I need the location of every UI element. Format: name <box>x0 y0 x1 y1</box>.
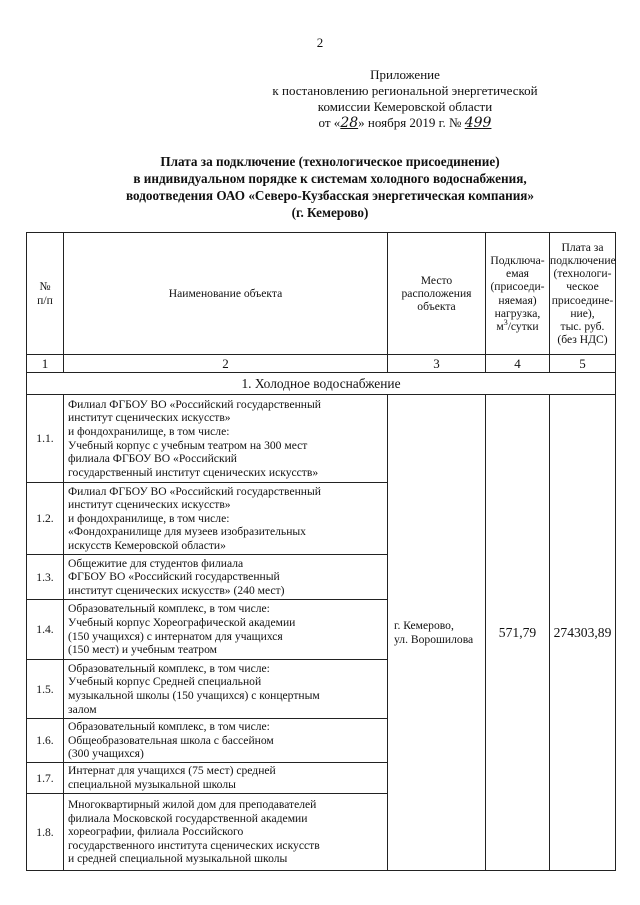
object-name-line: филиала Московской государственной академии <box>68 811 308 825</box>
object-name-line: «Фондохранилище для музеев изобразительных <box>68 525 306 539</box>
object-name-line: Образовательный комплекс, в том числе: <box>68 661 270 675</box>
row-number: 1.2. <box>27 483 64 555</box>
object-name <box>64 395 388 483</box>
title-line-1: Плата за подключение (технологическое присоединение) <box>160 154 500 169</box>
unit-per-day: /сутки <box>507 319 539 333</box>
resolution-number: 499 <box>464 115 492 131</box>
object-name-line: филиала ФГБОУ ВО «Российский <box>68 452 237 466</box>
row-number: 1.1. <box>27 395 64 483</box>
tariff-table <box>26 232 616 871</box>
header-fee-line: подключение <box>550 253 616 267</box>
object-name-line: Учебный корпус с учебным театром на 300 мест <box>68 438 308 452</box>
header-load-line: нагрузка, <box>494 306 541 320</box>
title-line-2: в индивидуальном порядке к системам холодного водоснабжения, <box>133 171 527 186</box>
object-name-line: Многоквартирный жилой дом для преподавателей <box>68 798 317 812</box>
column-index: 2 <box>64 355 388 373</box>
header-location-line: Место <box>420 273 453 287</box>
header-fee-line: ние), <box>570 306 595 320</box>
section-title: 1. Холодное водоснабжение <box>27 373 616 395</box>
column-index: 1 <box>27 355 64 373</box>
unit-exponent: 3 <box>503 318 508 328</box>
object-name-line: институт сценических искусств» <box>68 411 231 425</box>
object-location-line: г. Кемерово, <box>394 618 454 632</box>
header-load-line: Подключа- <box>490 253 545 267</box>
row-number: 1.3. <box>27 555 64 600</box>
object-name-line: институт сценических искусств» <box>68 498 231 512</box>
header-fee-line: присоедине- <box>551 293 614 307</box>
object-name-line: ФГБОУ ВО «Российский государственный <box>68 570 280 584</box>
connection-fee-value: 274303,89 <box>550 395 616 871</box>
object-name-line: Филиал ФГБОУ ВО «Российский государственный <box>68 484 322 498</box>
header-name: Наименование объекта <box>64 233 388 355</box>
object-name-line: Образовательный комплекс, в том числе: <box>68 720 270 734</box>
object-name-line: Образовательный комплекс, в том числе: <box>68 602 270 616</box>
object-name <box>64 600 388 660</box>
header-num <box>27 233 64 355</box>
object-name-line: искусств Кемеровской области» <box>68 538 226 552</box>
table-row <box>27 395 616 483</box>
header-num-line: п/п <box>37 293 53 307</box>
object-name-line: Учебный корпус Средней специальной <box>68 675 262 689</box>
object-name-line: и фондохранилище, в том числе: <box>68 424 230 438</box>
row-number: 1.8. <box>27 794 64 871</box>
header-load-line: (присоеди- <box>490 280 545 294</box>
row-number: 1.6. <box>27 719 64 763</box>
object-name <box>64 660 388 719</box>
object-name-line: Интернат для учащихся (75 мест) средней <box>68 764 276 778</box>
column-index: 5 <box>550 355 616 373</box>
header-load-line: емая <box>506 267 529 281</box>
date-middle: » ноября 2019 г. № <box>358 115 465 130</box>
object-name-line: государственного института сценических искусств <box>68 838 320 852</box>
object-name-line: Общеобразовательная школа с бассейном <box>68 733 274 747</box>
column-index: 3 <box>388 355 486 373</box>
column-index: 4 <box>486 355 550 373</box>
object-name-line: Филиал ФГБОУ ВО «Российский государственный <box>68 397 322 411</box>
object-name-line: и средней специальной музыкальной школы <box>68 852 288 866</box>
appendix-header <box>240 67 570 131</box>
object-name <box>64 719 388 763</box>
object-name <box>64 555 388 600</box>
header-location-line: объекта <box>417 300 456 314</box>
appendix-line-3: комиссии Кемеровской области <box>317 99 493 114</box>
header-load-unit <box>486 320 549 333</box>
title-line-3: водоотведения ОАО «Северо-Кузбасская энергетическая компания» <box>125 188 535 203</box>
header-location-line: расположения <box>401 286 472 300</box>
unit-m: м <box>496 319 504 333</box>
title-line-4: (г. Кемерово) <box>291 205 369 220</box>
object-name-line: (150 мест) и учебным театром <box>68 643 218 657</box>
header-load <box>486 233 550 355</box>
date-prefix: от « <box>318 115 341 130</box>
header-num-line: № <box>39 280 51 294</box>
row-number: 1.5. <box>27 660 64 719</box>
object-name-line: музыкальной школы (150 учащихся) с концертным <box>68 689 320 702</box>
object-name-line: (150 учащихся) с интернатом для учащихся <box>68 629 283 643</box>
appendix-line-2: к постановлению региональной энергетической <box>272 83 538 98</box>
object-name-line: (300 учащихся) <box>68 747 144 761</box>
row-number: 1.4. <box>27 600 64 660</box>
object-name-line: залом <box>68 702 97 716</box>
object-name-line: Общежитие для студентов филиала <box>68 556 244 570</box>
object-name <box>64 483 388 555</box>
header-fee-line: (без НДС) <box>557 333 608 347</box>
header-row <box>27 233 616 355</box>
object-name-line: хореографии, филиала Российского <box>68 825 244 839</box>
header-fee <box>550 233 616 355</box>
object-name <box>64 763 388 794</box>
column-index-row <box>27 355 616 373</box>
object-name-line: и фондохранилище, в том числе: <box>68 511 230 525</box>
document-title <box>60 153 600 221</box>
appendix-date-line <box>240 115 570 131</box>
date-day: 28 <box>340 115 359 131</box>
header-location <box>388 233 486 355</box>
header-fee-line: (технологи- <box>553 267 612 281</box>
object-location-line: ул. Ворошилова <box>394 632 474 646</box>
header-fee-line: ческое <box>566 280 599 294</box>
object-name-line: государственный институт сценических искусств» <box>68 465 319 479</box>
page-number: 2 <box>316 35 324 50</box>
appendix-line-1: Приложение <box>370 67 440 82</box>
header-fee-line: Плата за <box>561 240 604 254</box>
object-name-line: институт сценических искусств» (240 мест) <box>68 583 285 597</box>
header-fee-line: тыс. руб. <box>560 319 605 333</box>
connected-load-value: 571,79 <box>486 395 550 871</box>
header-load-line: няемая) <box>498 293 537 307</box>
object-name-line: Учебный корпус Хореографической академии <box>68 615 296 629</box>
object-name <box>64 794 388 871</box>
row-number: 1.7. <box>27 763 64 794</box>
object-name-line: специальной музыкальной школы <box>68 778 236 791</box>
object-location <box>388 395 486 871</box>
section-row <box>27 373 616 395</box>
